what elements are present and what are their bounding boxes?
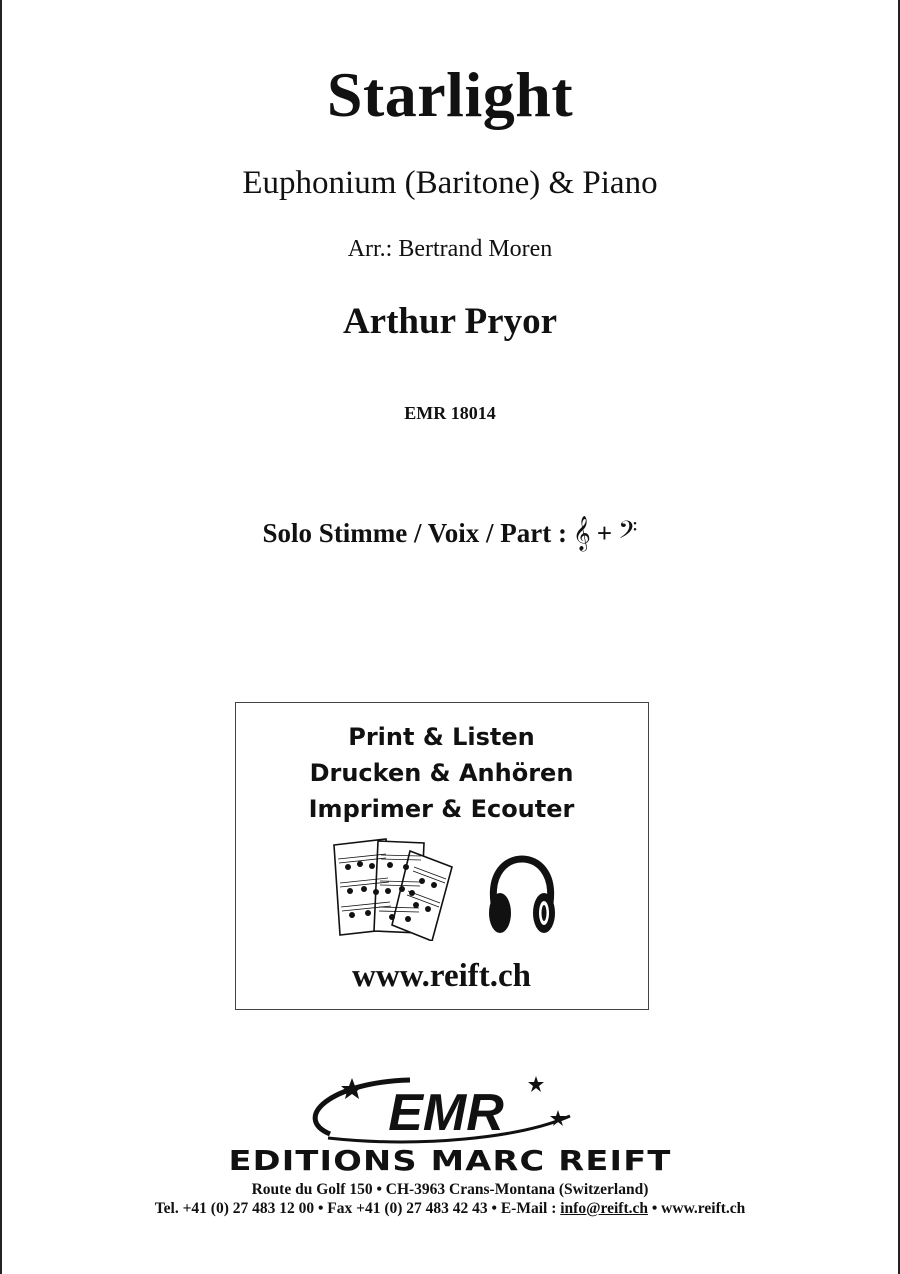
promo-line-french: Imprimer & Ecouter: [308, 795, 575, 823]
promo-line-english: Print & Listen: [348, 723, 535, 751]
headphones-icon: [486, 855, 558, 937]
publisher-address: Route du Golf 150 • CH-3963 Crans-Montana (Switzerland): [251, 1181, 649, 1198]
instrumentation: Euphonium (Baritone) & Piano: [242, 165, 658, 201]
promo-website[interactable]: www.reift.ch: [351, 958, 532, 994]
emr-logo: [300, 1074, 580, 1146]
arranger: Arr.: Bertrand Moren: [347, 236, 553, 262]
treble-clef-icon: 𝄞: [573, 515, 591, 551]
composer: Arthur Pryor: [342, 301, 558, 342]
bass-clef-icon: 𝄢: [618, 515, 638, 551]
catalog-number: EMR 18014: [404, 403, 496, 423]
print-listen-box: [235, 702, 649, 1010]
piece-title: Starlight: [326, 59, 574, 130]
solo-part-label: Solo Stimme / Voix / Part :: [262, 518, 568, 548]
publisher-contact: [0, 1200, 900, 1218]
website-text: • www.reift.ch: [651, 1200, 746, 1217]
publisher-name: EDITIONS MARC REIFT: [228, 1144, 672, 1177]
tel-fax: Tel. +41 (0) 27 483 12 00 • Fax +41 (0) 27 483 42 43 • E-Mail :: [154, 1200, 557, 1217]
sheet-music-icon: [328, 837, 458, 941]
solo-part-line: [0, 515, 900, 551]
emr-logo-text: EMR: [388, 1084, 504, 1142]
promo-line-german: Drucken & Anhören: [309, 759, 574, 787]
email-link[interactable]: info@reift.ch: [560, 1200, 648, 1217]
plus-sign: +: [596, 518, 613, 548]
